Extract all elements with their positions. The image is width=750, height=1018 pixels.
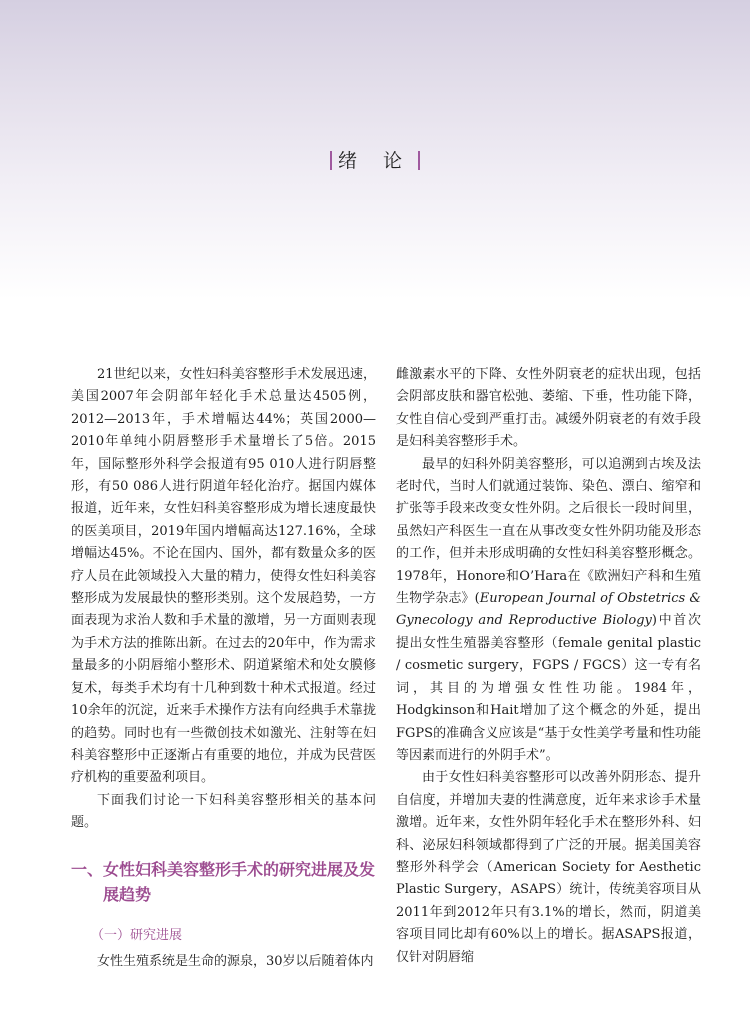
chapter-title-text: 绪 论 (337, 150, 413, 172)
right-paragraph-2-a: 最早的妇科外阴美容整形，可以追溯到古埃及法老时代，当时人们就通过装饰、染色、漂白、缩窄和扩张等手段来改变女性外阴。之后很长一段时间里，虽然妇产科医生一直在从事改变女性外阴功能及形态的工作，但并未形成明确的女性妇科美容整形概念。1978年，Honore和O’Hara在《欧洲妇产科和生殖生物学杂志》( (396, 456, 701, 607)
journal-name: European Journal of Obstetrics & Gynecology and Reproductive Biology (396, 591, 701, 629)
right-column (396, 364, 701, 969)
right-paragraph-2-b: )中首次提出女性生殖器美容整形（female genital plastic / cosmetic surgery，FGPS / FGCS）这一专有名词，其目的为增强女性性功能。1984年，Hodgkinson和Hait增加了这个概念的外延，提出FGPS的准确含义应该是“基于女性美学考量和性功能等因素而进行的外阴手术”。 (396, 613, 701, 763)
title-bar-right (418, 151, 420, 170)
right-paragraph-2 (396, 454, 701, 768)
title-bar-left (330, 151, 332, 170)
chapter-title (0, 146, 750, 173)
left-column (71, 364, 376, 973)
left-paragraph-1: 21世纪以来，女性妇科美容整形手术发展迅速，美国2007年会阴部年轻化手术总量达4505例，2012—2013年，手术增幅达44%；英国2000—2010年单纯小阴唇整形手术量增长了5倍。2015年，国际整形外科学会报道有95 010人进行阴唇整形，有50 086人进行阴道年轻化治疗。据国内媒体报道，近年来，女性妇科美容整形成为增长速度最快的医美项目，2019年国内增幅高达127.16%，全球增幅达45%。不论在国内、国外，都有数量众多的医疗人员在此领域投入大量的精力，使得女性妇科美容整形成为发展最快的整形类别。这个发展趋势，一方面表现为求治人数和手术量的激增，另一方面则表现为手术方法的推陈出新。在过去的20年中，作为需求量最多的小阴唇缩小整形术、阴道紧缩术和处女膜修复术，每类手术均有十几种到数十种术式报道。经过10余年的沉淀，近来手术操作方法有向经典手术靠拢的趋势。同时也有一些微创技术如激光、注射等在妇科美容整形中正逐渐占有重要的地位，并成为民营医疗机构的重要盈利项目。 (71, 367, 376, 786)
left-paragraph-2: 下面我们讨论一下妇科美容整形相关的基本问题。 (71, 792, 376, 831)
left-paragraph-3: 女性生殖系统是生命的源泉，30岁以后随着体内 (97, 953, 374, 969)
section-heading: 一、女性妇科美容整形手术的研究进展及发展趋势 (71, 859, 376, 904)
right-paragraph-3: 由于女性妇科美容整形可以改善外阴形态、提升自信度，并增加夫妻的性满意度，近年来求诊手术量激增。近年来，女性外阴年轻化手术在整形外科、妇科、泌尿妇科领域都得到了广泛的开展。据美国美容整形外科学会（American Society for Aesthetic Plastic Surgery，ASAPS）统计，传统美容项目从2011年到2012年只有3.1%的增长，然而，阴道美容项目同比却有60%以上的增长。据ASAPS报道，仅针对阴唇缩 (396, 770, 701, 965)
right-paragraph-1: 雌激素水平的下降、女性外阴衰老的症状出现，包括会阴部皮肤和器官松弛、萎缩、下垂，性功能下降，女性自信心受到严重打击。减缓外阴衰老的有效手段是妇科美容整形手术。 (396, 367, 701, 450)
sub-heading: （一）研究进展 (91, 927, 183, 943)
